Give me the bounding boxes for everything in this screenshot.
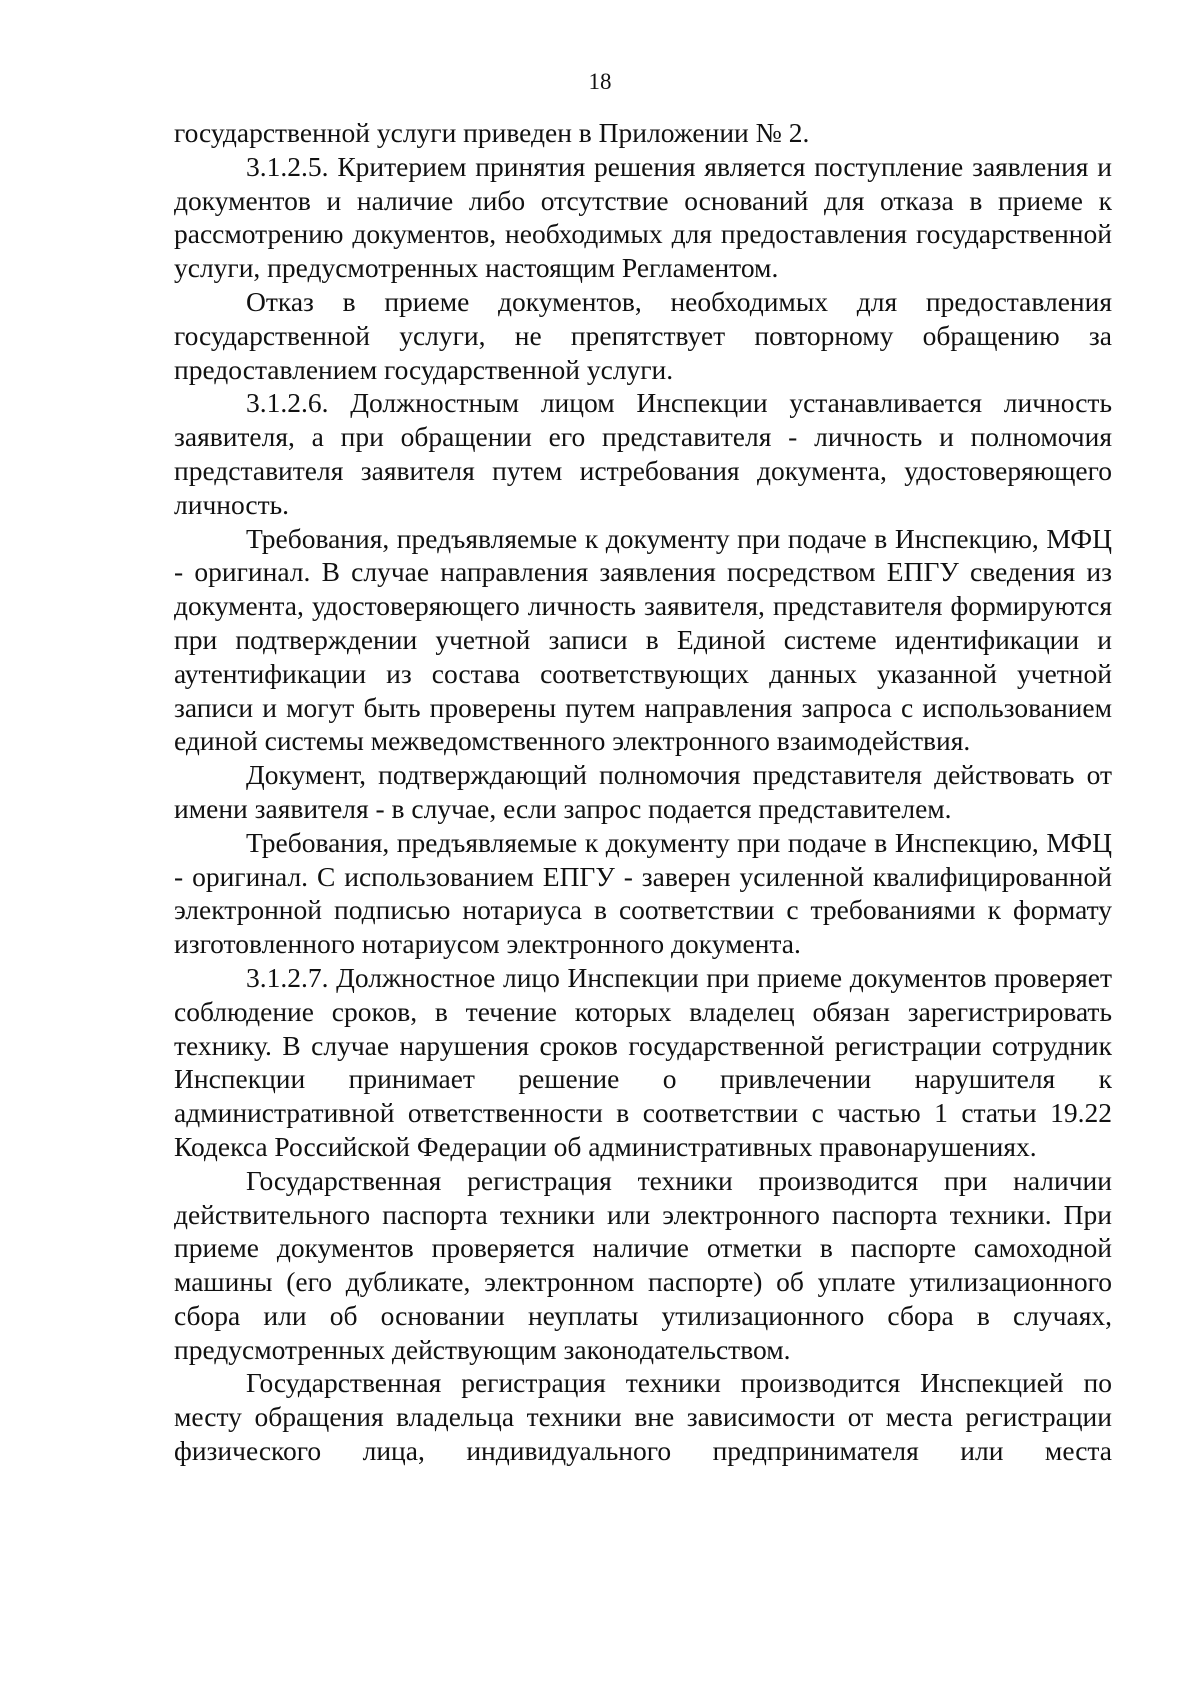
paragraph-registration-passport: Государственная регистрация техники производится при наличии действительного паспорта техники или электронного паспорта техники. При приеме документов проверяется наличие отметки в паспорте самоходной машины (его дубликате, электронном паспорте) об уплате утилизационного сбора или об основании неуплаты утилизационного сбора в случаях, предусмотренных действующим законодательством. [174, 1164, 1112, 1365]
document-body [174, 116, 1112, 1468]
paragraph-3-1-2-5: 3.1.2.5. Критерием принятия решения является поступление заявления и документов и наличие либо отсутствие оснований для отказа в приеме к рассмотрению документов, необходимых для предоставления государственной услуги, предусмотренных настоящим Регламентом. [174, 150, 1112, 284]
paragraph-registration-place: Государственная регистрация техники производится Инспекцией по месту обращения владельца техники вне зависимости от места регистрации физического лица, индивидуального предпринимателя или места [174, 1367, 1112, 1467]
paragraph-refusal: Отказ в приеме документов, необходимых для предоставления государственной услуги, не препятствует повторному обращению за предоставлением государственной услуги. [174, 285, 1112, 385]
paragraph-requirements-authority: Требования, предъявляемые к документу при подаче в Инспекцию, МФЦ - оригинал. С использованием ЕПГУ - заверен усиленной квалифицированной электронной подписью нотариуса в соответствии с требованиями к формату изготовленного нотариусом электронного документа. [174, 826, 1112, 960]
paragraph-3-1-2-6: 3.1.2.6. Должностным лицом Инспекции устанавливается личность заявителя, а при обращении его представителя - личность и полномочия представителя заявителя путем истребования документа, удостоверяющего личность. [174, 387, 1112, 520]
paragraph-continuation: государственной услуги приведен в Приложении № 2. [174, 117, 810, 148]
paragraph-authority-document: Документ, подтверждающий полномочия представителя действовать от имени заявителя - в случае, если запрос подается представителем. [174, 759, 1112, 824]
paragraph-3-1-2-7: 3.1.2.7. Должностное лицо Инспекции при приеме документов проверяет соблюдение сроков, в течение которых владелец обязан зарегистрировать технику. В случае нарушения сроков государственной регистрации сотрудник Инспекции принимает решение о привлечении нарушителя к административной ответственности в соответствии с частью 1 статьи 19.22 Кодекса Российской Федерации об административных правонарушениях. [174, 961, 1112, 1162]
page-number: 18 [588, 69, 612, 94]
paragraph-requirements-identity: Требования, предъявляемые к документу при подаче в Инспекцию, МФЦ - оригинал. В случае направления заявления посредством ЕПГУ сведения из документа, удостоверяющего личность заявителя, представителя формируются при подтверждении учетной записи в Единой системе идентификации и аутентификации из состава соответствующих данных указанной учетной записи и могут быть проверены путем направления запроса с использованием единой системы межведомственного электронного взаимодействия. [174, 522, 1112, 757]
